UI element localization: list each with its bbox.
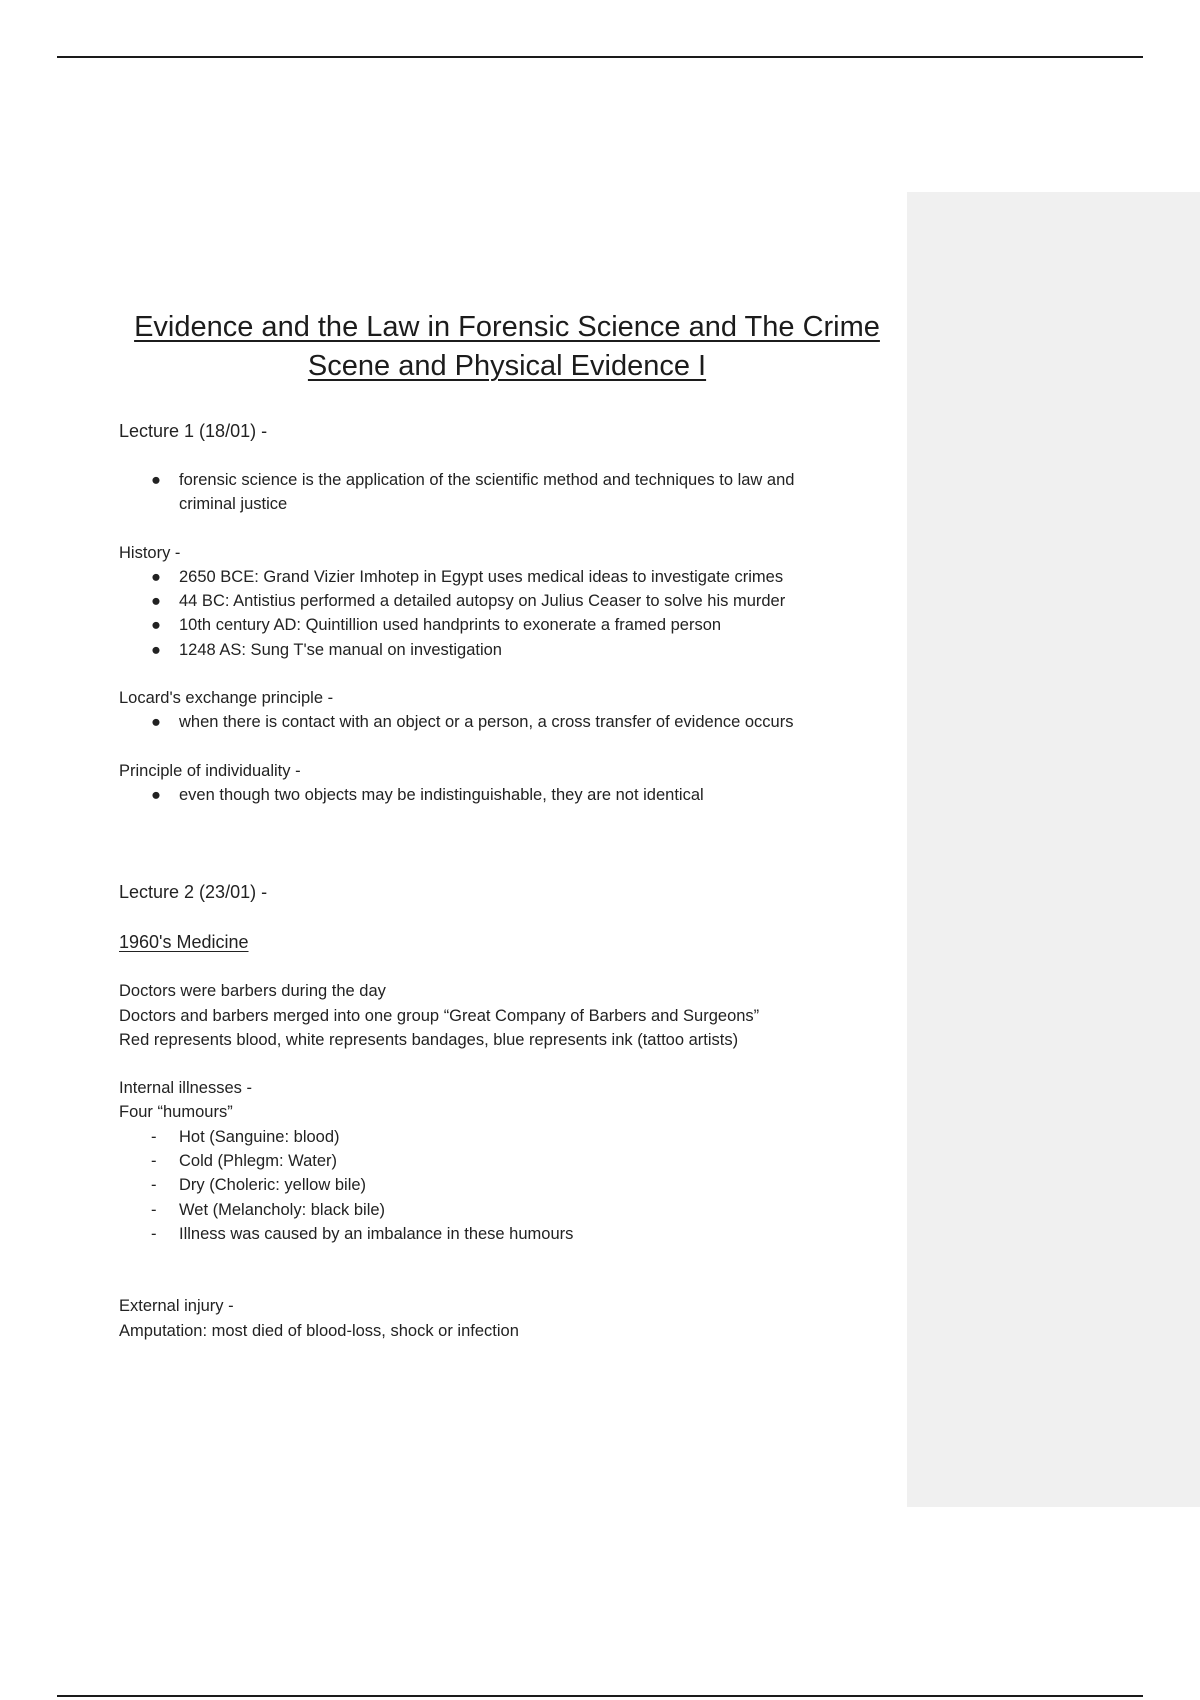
medicine-subheading: 1960's Medicine (119, 932, 249, 953)
document-title (110, 308, 904, 386)
individuality-list (119, 783, 909, 807)
lecture-1-heading: Lecture 1 (18/01) - (119, 421, 268, 441)
paragraph-line: Red represents blood, white represents bandages, blue represents ink (tattoo artists) (119, 1030, 739, 1049)
dash-marker: - (151, 1152, 157, 1171)
locard-list (119, 710, 909, 734)
title-line-2: Scene and Physical Evidence I (307, 350, 707, 382)
paragraph-line: Doctors and barbers merged into one group “Great Company of Barbers and Surgeons” (119, 1006, 760, 1025)
amputation-line: Amputation: most died of blood-loss, shock or infection (119, 1321, 519, 1340)
humours-subheading: Four “humours” (119, 1103, 233, 1122)
list-item: - Wet (Melancholy: black bile) (119, 1198, 909, 1222)
list-item: ● 44 BC: Antistius performed a detailed autopsy on Julius Ceaser to solve his murder (119, 589, 909, 613)
dash-marker: - (151, 1224, 157, 1243)
list-item: - Cold (Phlegm: Water) (119, 1149, 909, 1173)
footer-rule (57, 1695, 1143, 1697)
dash-marker: - (151, 1127, 157, 1146)
list-item: - Dry (Choleric: yellow bile) (119, 1173, 909, 1197)
title-line-1: Evidence and the Law in Forensic Science and The Crime (134, 311, 880, 343)
intro-list (119, 468, 909, 517)
locard-heading: Locard's exchange principle - (119, 689, 334, 708)
individuality-heading: Principle of individuality - (119, 761, 301, 780)
bullet-marker: ● (151, 616, 161, 635)
bullet-marker: ● (151, 592, 161, 611)
external-injury-heading: External injury - (119, 1297, 234, 1316)
history-heading: History - (119, 543, 181, 562)
list-item: - Illness was caused by an imbalance in these humours (119, 1222, 909, 1246)
document-body (119, 418, 909, 1343)
header-rule (57, 56, 1143, 58)
list-item: ● 10th century AD: Quintillion used handprints to exonerate a framed person (119, 613, 909, 637)
bullet-marker: ● (151, 567, 161, 586)
lecture-2-heading: Lecture 2 (23/01) - (119, 882, 268, 903)
dash-marker: - (151, 1200, 157, 1219)
paragraph-line: Doctors were barbers during the day (119, 982, 386, 1001)
list-item: - Hot (Sanguine: blood) (119, 1125, 909, 1149)
list-item: ● 1248 AS: Sung T'se manual on investigation (119, 638, 909, 662)
bullet-marker: ● (151, 640, 161, 659)
comment-margin-panel (907, 192, 1200, 1507)
bullet-marker: ● (151, 471, 161, 489)
bullet-marker: ● (151, 713, 161, 732)
list-item: ● when there is contact with an object or a person, a cross transfer of evidence occurs (119, 710, 909, 734)
dash-marker: - (151, 1176, 157, 1195)
bullet-marker: ● (151, 785, 161, 804)
list-item: ● forensic science is the application of the scientific method and techniques to law and criminal justice (119, 468, 909, 517)
list-item: ● even though two objects may be indistinguishable, they are not identical (119, 783, 909, 807)
history-list (119, 565, 909, 662)
humours-list (119, 1125, 909, 1246)
list-item: ● 2650 BCE: Grand Vizier Imhotep in Egypt uses medical ideas to investigate crimes (119, 565, 909, 589)
internal-illnesses-heading: Internal illnesses - (119, 1079, 252, 1098)
